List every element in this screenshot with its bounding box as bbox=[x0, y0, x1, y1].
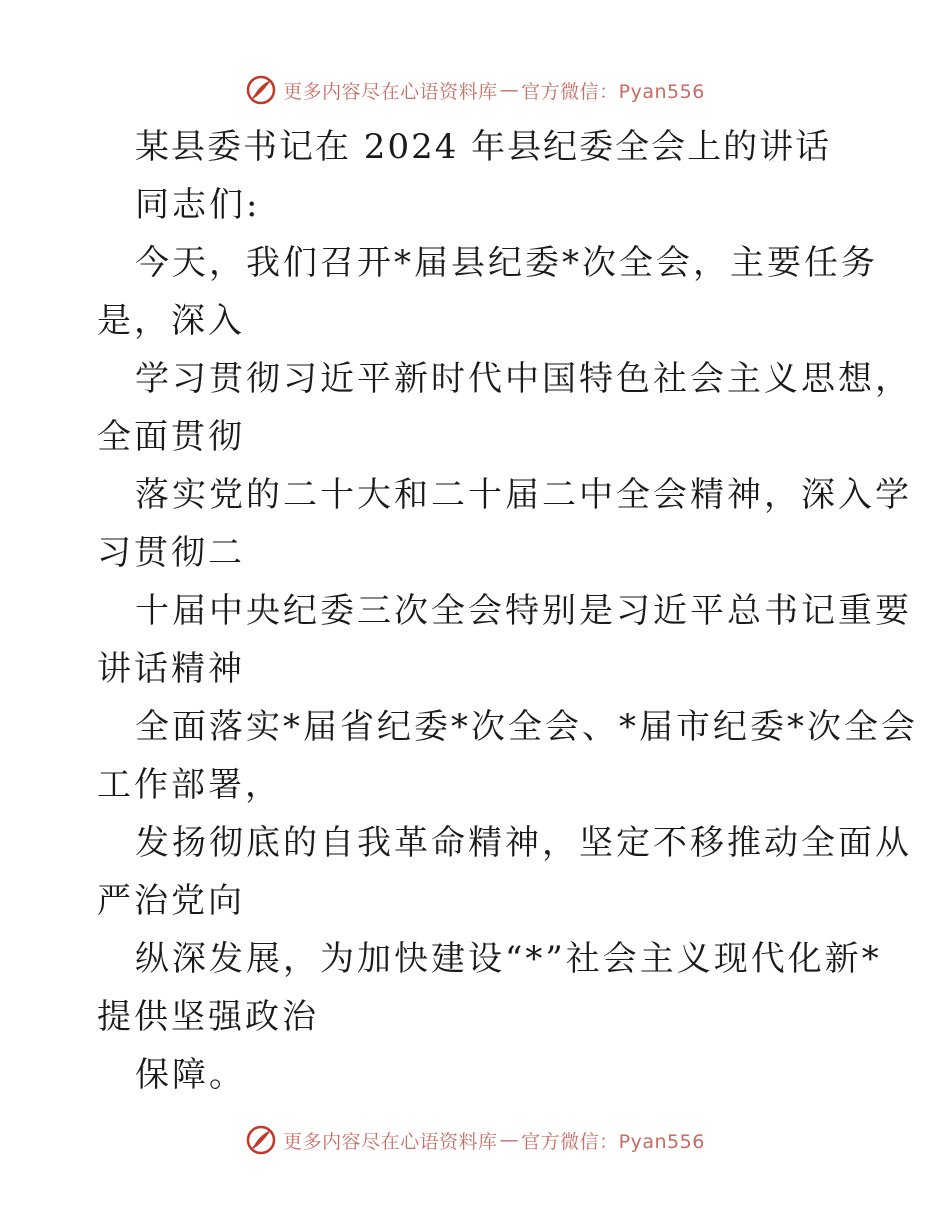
paragraph-line: 今天，我们召开*届县纪委*次全会，主要任务 bbox=[135, 243, 878, 283]
document-body bbox=[97, 118, 918, 1104]
paragraph-line: 讲话精神 bbox=[97, 649, 245, 689]
paragraph-line: 全面贯彻 bbox=[97, 417, 245, 457]
document-title: 某县委书记在 2024 年县纪委全会上的讲话 bbox=[135, 127, 832, 167]
paragraph-line: 保障。 bbox=[135, 1055, 246, 1095]
paragraph-line: 提供坚强政治 bbox=[97, 997, 319, 1037]
paragraph-line: 习贯彻二 bbox=[97, 533, 245, 573]
paragraph-line: 全面落实*届省纪委*次全会、*届市纪委*次全会 bbox=[135, 707, 918, 747]
watermark-separator: — bbox=[499, 79, 520, 101]
paragraph-line: 落实党的二十大和二十届二中全会精神，深入学 bbox=[135, 475, 912, 515]
paragraph-line: 纵深发展，为加快建设“*”社会主义现代化新* bbox=[135, 939, 882, 979]
paragraph-line: 严治党向 bbox=[97, 881, 245, 921]
watermark-contact: 官方微信：Pyan556 bbox=[521, 1130, 705, 1153]
feather-pen-icon bbox=[245, 1124, 277, 1156]
watermark-text: 更多内容尽在心语资料库 bbox=[283, 80, 498, 103]
watermark-separator: — bbox=[499, 1129, 520, 1151]
paragraph-line: 发扬彻底的自我革命精神，坚定不移推动全面从 bbox=[135, 823, 912, 863]
header-watermark bbox=[0, 70, 950, 110]
footer-watermark bbox=[0, 1120, 950, 1160]
paragraph-line: 学习贯彻习近平新时代中国特色社会主义思想， bbox=[135, 359, 912, 399]
paragraph-line: 是，深入 bbox=[97, 301, 245, 341]
paragraph-line: 同志们: bbox=[135, 185, 261, 225]
feather-pen-icon bbox=[245, 74, 277, 106]
paragraph-line: 工作部署， bbox=[97, 765, 282, 805]
paragraph-line: 十届中央纪委三次全会特别是习近平总书记重要 bbox=[135, 591, 912, 631]
watermark-text: 更多内容尽在心语资料库 bbox=[283, 1130, 498, 1153]
watermark-contact: 官方微信：Pyan556 bbox=[521, 80, 705, 103]
